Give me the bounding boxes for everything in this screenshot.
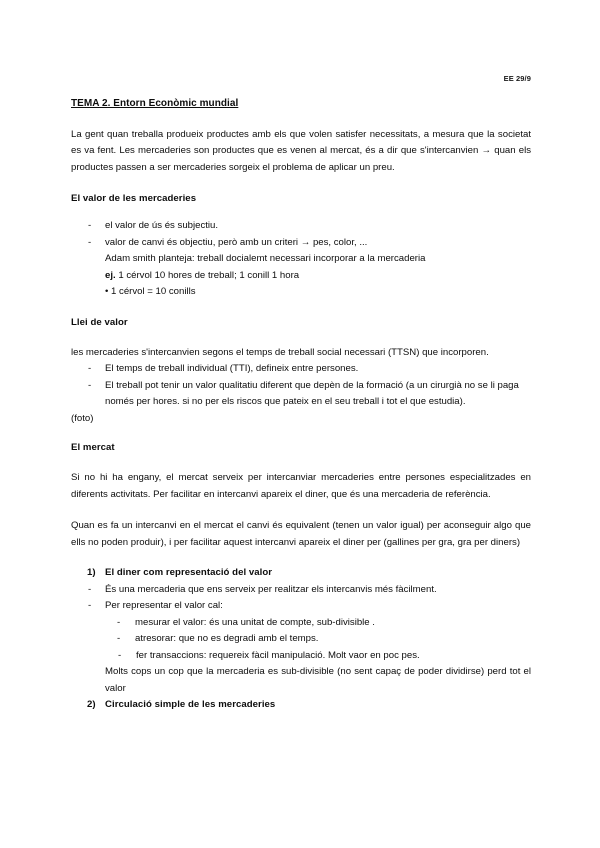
dash-bullet-icon: - (88, 583, 92, 595)
dash-bullet-icon: - (88, 600, 92, 611)
list-item (71, 378, 531, 411)
list-item (71, 582, 531, 599)
item-title: Circulació simple de les mercaderies (105, 699, 276, 710)
list-item (105, 615, 531, 632)
list-item (71, 598, 531, 615)
list-item (71, 218, 531, 235)
document-content (71, 74, 531, 714)
llei-bullet-list (71, 361, 531, 411)
diner-inner-bullet-list (71, 615, 531, 665)
heading-el-mercat: El mercat (71, 442, 115, 453)
foto-note: (foto) (71, 412, 94, 424)
list-item-label: Per representar el valor cal: (105, 600, 223, 611)
running-head: EE 29/9 (503, 74, 531, 83)
sub-line-example (105, 268, 531, 285)
numbered-item-2 (71, 697, 531, 714)
sub-line-equivalence: • 1 cérvol = 10 conills (105, 286, 196, 297)
list-item (71, 361, 531, 378)
page-title: TEMA 2. Entorn Econòmic mundial (71, 98, 239, 109)
list-item-label: valor de canvi és objectiu, però amb un criteri → pes, color, ... (105, 236, 368, 248)
list-item-label: mesurar el valor: és una unitat de compte, sub-divisible . (135, 616, 375, 628)
dash-bullet-icon: - (118, 649, 122, 661)
diner-bullet-list (71, 582, 531, 615)
dash-bullet-icon: - (88, 236, 92, 248)
valor-bullet-list (71, 218, 531, 251)
dash-bullet-icon: - (88, 363, 92, 374)
list-item-label: És una mercaderia que ens serveix per realitzar els intercanvis més fàcilment. (105, 583, 437, 595)
item-number: 2) (87, 699, 96, 710)
mercat-paragraph-2: Quan es fa un intercanvi en el mercat el canvi és equivalent (tenen un valor igual) per aconseguir algo que ells no poden produir), i per facilitar aquest intercanvi apareix el diner per (gallines per gra, gra per diners) (71, 520, 531, 548)
numbered-item-1 (71, 565, 531, 582)
example-text: 1 cérvol 10 hores de treball; 1 conill 1 hora (118, 269, 300, 281)
numbered-list-continued (71, 697, 531, 714)
list-item-label: el valor de ús és subjectiu. (105, 220, 219, 231)
dash-bullet-icon: - (117, 616, 121, 628)
dash-bullet-icon: - (117, 633, 121, 644)
heading-el-valor-de-les-mercaderies: El valor de les mercaderies (71, 193, 197, 204)
list-item-label: fer transaccions: requereix fàcil manipulació. Molt vaor en poc pes. (136, 649, 420, 661)
dash-bullet-icon: - (88, 379, 92, 391)
dash-bullet-icon: - (88, 220, 92, 231)
item-title: El diner com representació del valor (105, 567, 273, 578)
heading-llei-de-valor: Llei de valor (71, 316, 128, 328)
list-item-label: El treball pot tenir un valor qualitatiu diferent que depèn de la formació (a un cirurgià no se li paga només per hores. si no per els riscos que pateix en el seu treball i tot el que estudia). (105, 379, 519, 407)
example-prefix: ej. (105, 269, 116, 281)
list-item (71, 235, 531, 252)
intro-paragraph: La gent quan treballa produeix productes amb els que volen satisfer necessitats, a mesura que la societat es va fent. Les mercaderies son productes que es venen al mercat, és a dir que s'intercanvien → quan els productes passen a ser mercaderies sorgeix el problema de aplicar un preu. (71, 128, 531, 173)
numbered-list (71, 565, 531, 582)
item-number: 1) (87, 567, 96, 578)
sub-line-adam-smith: Adam smith planteja: treball docialemt necessari incorporar a la mercaderia (105, 253, 426, 264)
list-item (105, 648, 531, 665)
list-item (105, 631, 531, 648)
list-item-label: atresorar: que no es degradi amb el temps. (135, 633, 319, 644)
llei-paragraph: les mercaderies s'intercanvien segons el temps de treball social necessari (TTSN) que incorporen. (71, 346, 489, 358)
valor-sub-lines (71, 251, 531, 301)
mercat-paragraph-1: Si no hi ha engany, el mercat serveix per intercanviar mercaderies entre persones especialitzades en diferents activitats. Per facilitar en intercanvi apareix el diner, que és una mercaderia de referència. (71, 472, 531, 500)
diner-closing-paragraph: Molts cops un cop que la mercaderia es sub-divisible (no sent capaç de poder dividirse) perd tot el valor (105, 666, 531, 694)
list-item-label: El temps de treball individual (TTI), defineix entre persones. (105, 363, 359, 374)
